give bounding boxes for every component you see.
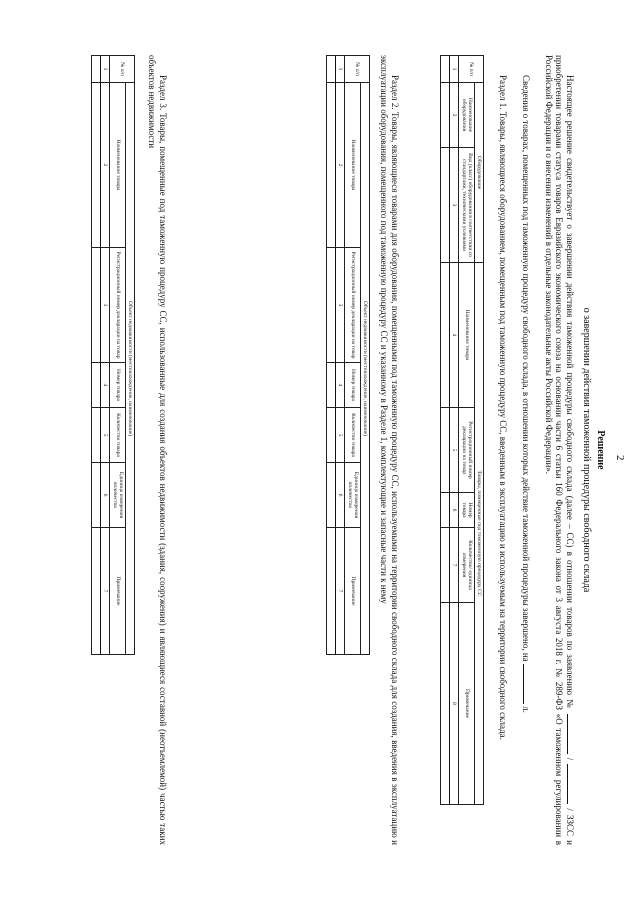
page-number: 2: [614, 455, 626, 461]
s2-col-note: Примечание: [345, 528, 360, 655]
s2-col-goods-num: Номер товара: [345, 363, 360, 408]
s3-num-3: 3: [101, 248, 110, 363]
intro-text-d: л.: [521, 706, 531, 713]
s1-group-goods: Товары, помещенные под таможенную процедуру СС: [474, 263, 483, 805]
s2-num-6: 6: [336, 463, 345, 528]
s1-col-num: № п/п: [459, 56, 484, 83]
s2-num-3: 3: [336, 248, 345, 363]
s3-num-1: 1: [101, 56, 110, 83]
intro-text-b: ЗЗСС и приобретении товарами статуса товаров Евразийского экономического союза на основании части 6 статьи 160 Федерального закона от 3 августа 2018 г. № 289-ФЗ «О таможенном регулировании в Российской Федерации и о внесении изменений в отдельные законодательные акты Российской Федерации».: [544, 55, 575, 845]
s2-num-4: 4: [336, 363, 345, 408]
s1-col-note: Примечание: [459, 603, 474, 805]
s3-col-reg-num: Регистрационный номер декларации на товар: [110, 248, 125, 363]
section3-table: [91, 55, 135, 655]
s2-group-object: Объект недвижимости (местонахождение, наименование): [360, 83, 369, 655]
s3-num-6: 6: [101, 463, 110, 528]
s2-num-2: 2: [336, 83, 345, 248]
s1-num-7: 7: [450, 528, 459, 603]
s1-num-6: 6: [450, 493, 459, 528]
s2-col-num: № п/п: [345, 56, 370, 83]
s3-col-num: № п/п: [110, 56, 135, 83]
application-date-blank: [567, 764, 576, 804]
application-number-blank: [567, 714, 576, 754]
s3-num-4: 4: [101, 363, 110, 408]
s3-num-7: 7: [101, 528, 110, 655]
s2-num-7: 7: [336, 528, 345, 655]
s1-col-name-goods: Наименование товара: [459, 263, 474, 408]
intro-text-c: Сведения о товарах, помещенных под таможенную процедуру свободного склада, в отношении которых действие таможенной процедуры завершено, на: [521, 75, 531, 662]
section3-heading: Раздел 3. Товары, помещенные под таможенную процедуру СС, использованные для создания объектов недвижимости (здания, сооружения) и являющиеся составной (неотъемлемой) частью таких объектов недвижимости: [147, 55, 168, 845]
s1-col-goods-num: Номер товара: [459, 493, 474, 528]
s3-group-object: Объект недвижимости (местонахождение, наименование): [125, 83, 134, 655]
s3-num-5: 5: [101, 408, 110, 463]
intro-paragraph-2: [521, 55, 533, 845]
s1-col-quantity: Количество/ единица измерения: [459, 528, 474, 603]
s1-col-name-equipment: Наименование оборудования: [459, 83, 474, 148]
intro-text-a: Настоящее решение свидетельствует о завершении действия таможенной процедуры свободного склада (далее – СС) в отношении товаров по заявлению №: [565, 75, 575, 710]
section2-heading: Раздел 2. Товары, являющиеся товарами для оборудования, помещенными под таможенную процедуру СС, используемыми на территории свободного склада для создания, введения в эксплуатацию и эксплуатации оборудования, помещенного под таможенную процедуру СС и указанному в Разделе 1, комплектующие и запасные части к нему: [379, 55, 400, 845]
intro-paragraph-1: Настоящее решение свидетельствует о завершении действия таможенной процедуры свободного склада (далее – СС) в отношении товаров по заявлению № / / ЗЗСС и приобретении товарами статуса товаров Евразийского экономического союза на основании части 6 статьи 160 Федерального закона от 3 августа 2018 г. № 289-ФЗ «О таможенном регулировании в Российской Федерации и о внесении изменений в отдельные законодательные акты Российской Федерации».: [544, 55, 575, 845]
s1-num-3: 3: [450, 148, 459, 263]
s2-col-name-goods: Наименование товара: [345, 83, 360, 248]
s3-col-unit: Единица измерения количества: [110, 463, 125, 528]
s2-col-unit: Единица измерения количества: [345, 463, 360, 528]
s3-numbering-row: [101, 56, 110, 655]
section1-table: [440, 55, 484, 805]
s2-empty-row: [326, 56, 335, 655]
section2-table: [326, 55, 370, 655]
s2-num-5: 5: [336, 408, 345, 463]
s3-empty-row: [91, 56, 100, 655]
s1-num-8: 8: [450, 603, 459, 805]
document-subtitle: о завершении действия таможенной процедуры свободного склада: [581, 307, 592, 593]
s2-numbering-row: [336, 56, 345, 655]
s3-col-goods-num: Номер товара: [110, 363, 125, 408]
s1-num-4: 4: [450, 263, 459, 408]
s2-col-quantity: Количество товара: [345, 408, 360, 463]
section1-heading: Раздел 1. Товары, являющиеся оборудованием, помещенным под таможенную процедуру СС, введенным в эксплуатацию и используемым на территории свободного склада.: [498, 75, 508, 740]
s1-group-equipment: Оборудование: [474, 83, 483, 263]
s3-col-quantity: Количество товара: [110, 408, 125, 463]
document-title: Решение: [595, 430, 606, 470]
s1-num-2: 2: [450, 83, 459, 148]
s3-col-note: Примечание: [110, 528, 125, 655]
s3-num-2: 2: [101, 83, 110, 248]
s1-col-reg-num: Регистрационный номер декларации на товар: [459, 408, 474, 493]
s1-col-type: Вид (класс) оборудования в соответствии со стандартами, техническими условиями: [459, 148, 474, 263]
s2-num-1: 1: [336, 56, 345, 83]
s3-col-name-goods: Наименование товара: [110, 83, 125, 248]
s1-num-5: 5: [450, 408, 459, 493]
sheets-count-blank: [523, 664, 532, 704]
s2-col-reg-num: Регистрационный номер декларации на товар: [345, 248, 360, 363]
s1-numbering-row: [450, 56, 459, 805]
s1-empty-row: [440, 56, 449, 805]
s1-num-1: 1: [450, 56, 459, 83]
